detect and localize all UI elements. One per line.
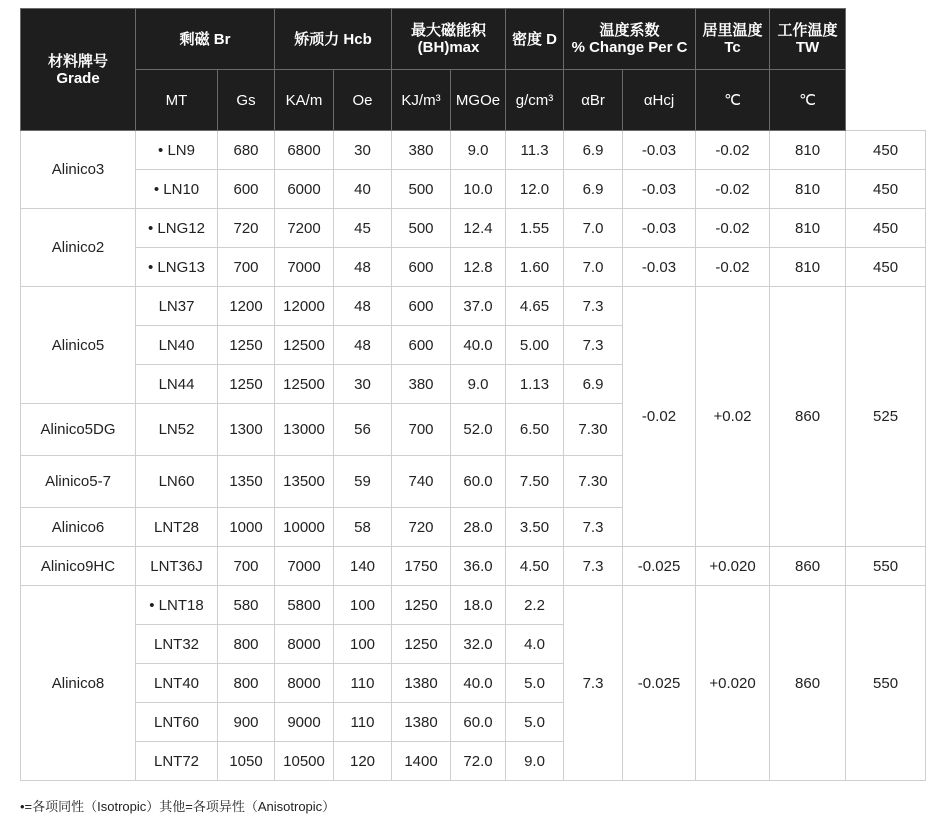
cell-kam: 48 [334, 248, 392, 287]
unit-gs: Gs [218, 70, 275, 131]
header-grade [21, 9, 136, 131]
unit-oe: Oe [334, 70, 392, 131]
grade-cell: • LNT18 [136, 586, 218, 625]
table-row [21, 170, 926, 209]
cell-gs: 12500 [275, 365, 334, 404]
cell-oe: 600 [392, 287, 451, 326]
cell-mgoe: 4.65 [506, 287, 564, 326]
cell-ahcj: -0.02 [696, 131, 770, 170]
cell-gs: 12000 [275, 287, 334, 326]
grade-cell: LN37 [136, 287, 218, 326]
cell-kj: 10.0 [451, 170, 506, 209]
cell-ahcj: -0.02 [696, 209, 770, 248]
cell-kam: 48 [334, 287, 392, 326]
cell-gs: 8000 [275, 625, 334, 664]
header-curie-cn: 居里温度 [702, 22, 763, 39]
cell-oe: 1400 [392, 742, 451, 781]
cell-oe: 740 [392, 456, 451, 508]
cell-mt: 1350 [218, 456, 275, 508]
group-name: Alinico5-7 [21, 456, 136, 508]
group-name: Alinico5DG [21, 404, 136, 456]
cell-tw: 550 [846, 547, 926, 586]
magnet-spec-table-container [20, 8, 926, 781]
cell-density: 6.9 [564, 170, 623, 209]
cell-ahcj: -0.02 [696, 248, 770, 287]
cell-mgoe: 1.60 [506, 248, 564, 287]
cell-oe: 720 [392, 508, 451, 547]
cell-oe: 1250 [392, 625, 451, 664]
cell-tw: 450 [846, 131, 926, 170]
cell-density: 7.3 [564, 547, 623, 586]
cell-tc: 810 [770, 131, 846, 170]
cell-density: 7.30 [564, 404, 623, 456]
group-name: Alinico6 [21, 508, 136, 547]
cell-mgoe: 11.3 [506, 131, 564, 170]
cell-abr: -0.03 [623, 170, 696, 209]
cell-tc: 810 [770, 170, 846, 209]
cell-mt: 680 [218, 131, 275, 170]
header-curie-en: Tc [724, 39, 741, 56]
cell-kj: 72.0 [451, 742, 506, 781]
cell-tc: 810 [770, 248, 846, 287]
cell-mt: 900 [218, 703, 275, 742]
header-density: 密度 D [506, 9, 564, 70]
cell-tw: 450 [846, 248, 926, 287]
cell-gs: 8000 [275, 664, 334, 703]
cell-density: 6.9 [564, 131, 623, 170]
cell-gs: 7200 [275, 209, 334, 248]
cell-mgoe: 5.0 [506, 664, 564, 703]
cell-gs: 7000 [275, 547, 334, 586]
cell-oe: 500 [392, 170, 451, 209]
cell-kam: 100 [334, 586, 392, 625]
cell-oe: 1380 [392, 703, 451, 742]
cell-kj: 32.0 [451, 625, 506, 664]
cell-ahcj: +0.020 [696, 547, 770, 586]
unit-tw: ℃ [770, 70, 846, 131]
grade-cell: LNT28 [136, 508, 218, 547]
unit-ahcj: αHcj [623, 70, 696, 131]
cell-gs: 6000 [275, 170, 334, 209]
cell-mt: 700 [218, 248, 275, 287]
cell-abr: -0.03 [623, 209, 696, 248]
cell-kj: 60.0 [451, 456, 506, 508]
grade-cell: LN44 [136, 365, 218, 404]
cell-mgoe: 5.00 [506, 326, 564, 365]
cell-mt: 1250 [218, 365, 275, 404]
cell-density: 7.0 [564, 248, 623, 287]
cell-tc: 860 [770, 547, 846, 586]
cell-kj: 28.0 [451, 508, 506, 547]
cell-mt: 800 [218, 664, 275, 703]
cell-ahcj-shared: +0.02 [696, 287, 770, 547]
cell-abr: -0.025 [623, 547, 696, 586]
cell-mgoe: 2.2 [506, 586, 564, 625]
cell-kj: 60.0 [451, 703, 506, 742]
cell-kj: 12.4 [451, 209, 506, 248]
cell-gs: 13500 [275, 456, 334, 508]
cell-tc-shared: 860 [770, 586, 846, 781]
grade-cell: LNT72 [136, 742, 218, 781]
table-row [21, 209, 926, 248]
table-row [21, 586, 926, 625]
cell-abr-shared: -0.025 [623, 586, 696, 781]
cell-kam: 48 [334, 326, 392, 365]
unit-tc: ℃ [696, 70, 770, 131]
cell-gs: 6800 [275, 131, 334, 170]
cell-gs: 10000 [275, 508, 334, 547]
cell-mt: 1250 [218, 326, 275, 365]
grade-cell: LNT60 [136, 703, 218, 742]
cell-kam: 45 [334, 209, 392, 248]
cell-mt: 600 [218, 170, 275, 209]
cell-oe: 380 [392, 365, 451, 404]
cell-kj: 9.0 [451, 365, 506, 404]
cell-gs: 13000 [275, 404, 334, 456]
cell-mgoe: 4.0 [506, 625, 564, 664]
header-grade-cn: 材料牌号 [47, 52, 108, 70]
cell-kam: 59 [334, 456, 392, 508]
cell-ahcj: -0.02 [696, 170, 770, 209]
unit-mt: MT [136, 70, 218, 131]
cell-gs: 5800 [275, 586, 334, 625]
cell-mt: 720 [218, 209, 275, 248]
cell-tw-shared: 525 [846, 287, 926, 547]
cell-kj: 52.0 [451, 404, 506, 456]
cell-mgoe: 3.50 [506, 508, 564, 547]
group-name: Alinico2 [21, 209, 136, 287]
cell-density: 7.30 [564, 456, 623, 508]
cell-mgoe: 7.50 [506, 456, 564, 508]
cell-oe: 1380 [392, 664, 451, 703]
group-name: Alinico5 [21, 287, 136, 404]
cell-density: 7.3 [564, 326, 623, 365]
cell-gs: 10500 [275, 742, 334, 781]
cell-mt: 800 [218, 625, 275, 664]
header-work-temp [770, 9, 846, 70]
grade-cell: • LN9 [136, 131, 218, 170]
header-br: 剩磁 Br [136, 9, 275, 70]
cell-tc: 810 [770, 209, 846, 248]
cell-abr: -0.03 [623, 248, 696, 287]
group-name: Alinico8 [21, 586, 136, 781]
grade-cell: LN52 [136, 404, 218, 456]
cell-mgoe: 1.55 [506, 209, 564, 248]
cell-oe: 600 [392, 248, 451, 287]
cell-kj: 36.0 [451, 547, 506, 586]
cell-oe: 600 [392, 326, 451, 365]
cell-abr: -0.03 [623, 131, 696, 170]
grade-cell: LN60 [136, 456, 218, 508]
cell-mt: 700 [218, 547, 275, 586]
footnote: •=各项同性（Isotropic）其他=各项异性（Anisotropic） [20, 799, 336, 814]
alnico-spec-table [20, 8, 926, 781]
cell-mgoe: 5.0 [506, 703, 564, 742]
grade-cell: • LNG13 [136, 248, 218, 287]
cell-gs: 9000 [275, 703, 334, 742]
cell-kam: 140 [334, 547, 392, 586]
cell-abr-shared: -0.02 [623, 287, 696, 547]
cell-kam: 110 [334, 664, 392, 703]
grade-cell: LNT40 [136, 664, 218, 703]
cell-density: 7.3 [564, 508, 623, 547]
cell-kam: 120 [334, 742, 392, 781]
header-work-cn: 工作温度 [777, 22, 838, 39]
group-name: Alinico3 [21, 131, 136, 209]
table-row [21, 131, 926, 170]
cell-mt: 580 [218, 586, 275, 625]
cell-tw: 450 [846, 209, 926, 248]
cell-mt: 1200 [218, 287, 275, 326]
header-bhmax-cn: 最大磁能积 [411, 22, 487, 39]
cell-density: 7.3 [564, 287, 623, 326]
cell-mgoe: 6.50 [506, 404, 564, 456]
cell-kam: 30 [334, 365, 392, 404]
cell-tw: 450 [846, 170, 926, 209]
header-bhmax [392, 9, 506, 70]
cell-ahcj-shared: +0.020 [696, 586, 770, 781]
cell-tw-shared: 550 [846, 586, 926, 781]
cell-kam: 100 [334, 625, 392, 664]
unit-abr: αBr [564, 70, 623, 131]
cell-mt: 1000 [218, 508, 275, 547]
cell-kj: 40.0 [451, 326, 506, 365]
table-body [21, 131, 926, 781]
header-temp-coef-en: % Change Per C [571, 39, 688, 56]
cell-mgoe: 9.0 [506, 742, 564, 781]
cell-kj: 40.0 [451, 664, 506, 703]
unit-mgoe: MGOe [451, 70, 506, 131]
cell-gs: 12500 [275, 326, 334, 365]
cell-mt: 1300 [218, 404, 275, 456]
cell-mgoe: 12.0 [506, 170, 564, 209]
header-temp-coef [564, 9, 696, 70]
cell-tc-shared: 860 [770, 287, 846, 547]
cell-kj: 9.0 [451, 131, 506, 170]
cell-oe: 500 [392, 209, 451, 248]
unit-kam: KA/m [275, 70, 334, 131]
cell-kam: 56 [334, 404, 392, 456]
cell-density: 7.0 [564, 209, 623, 248]
cell-kam: 40 [334, 170, 392, 209]
cell-kj: 18.0 [451, 586, 506, 625]
unit-gcm3: g/cm³ [506, 70, 564, 131]
grade-cell: LNT32 [136, 625, 218, 664]
cell-oe: 1250 [392, 586, 451, 625]
cell-mt: 1050 [218, 742, 275, 781]
table-row [21, 248, 926, 287]
cell-kj: 12.8 [451, 248, 506, 287]
table-row [21, 287, 926, 326]
header-temp-coef-cn: 温度系数 [599, 22, 660, 39]
cell-density: 6.9 [564, 365, 623, 404]
table-row [21, 547, 926, 586]
cell-oe: 1750 [392, 547, 451, 586]
cell-kam: 30 [334, 131, 392, 170]
header-hcb: 矫顽力 Hcb [275, 9, 392, 70]
header-grade-en: Grade [56, 69, 100, 87]
header-work-en: TW [795, 39, 820, 56]
cell-mgoe: 1.13 [506, 365, 564, 404]
cell-oe: 380 [392, 131, 451, 170]
cell-density-shared: 7.3 [564, 586, 623, 781]
cell-kam: 110 [334, 703, 392, 742]
unit-kjm3: KJ/m³ [392, 70, 451, 131]
table-header [21, 9, 926, 131]
cell-oe: 700 [392, 404, 451, 456]
grade-cell: LNT36J [136, 547, 218, 586]
group-name: Alinico9HC [21, 547, 136, 586]
header-bhmax-en: (BH)max [417, 39, 480, 56]
cell-mgoe: 4.50 [506, 547, 564, 586]
header-curie [696, 9, 770, 70]
grade-cell: • LNG12 [136, 209, 218, 248]
cell-kam: 58 [334, 508, 392, 547]
cell-gs: 7000 [275, 248, 334, 287]
grade-cell: • LN10 [136, 170, 218, 209]
grade-cell: LN40 [136, 326, 218, 365]
cell-kj: 37.0 [451, 287, 506, 326]
